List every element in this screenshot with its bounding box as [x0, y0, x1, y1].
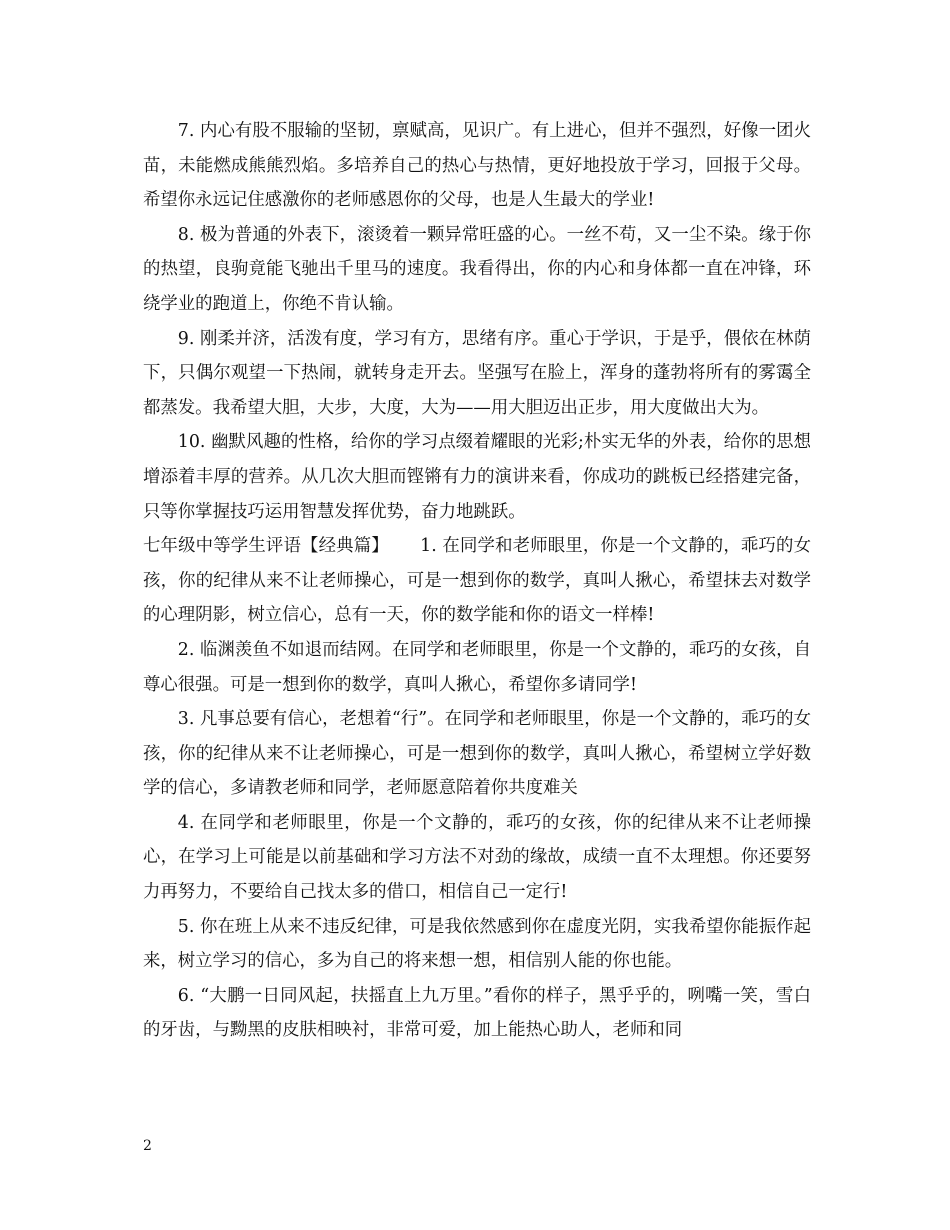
- section-title: 七年级中等学生评语【经典篇】: [143, 536, 389, 557]
- section-item-2: 2. 临渊羡鱼不如退而结网。在同学和老师眼里，你是一个文静的，乖巧的女孩，自尊心很强。可是一想到你的数学，真叫人揪心，希望你多请同学!: [143, 639, 811, 695]
- section-item-1: 1. 在同学和老师眼里，你是一个文静的，乖巧的女孩，你的纪律从来不让老师操心，可是一想到你的数学，真叫人揪心，希望抹去对数学的心理阴影，树立信心，总有一天，你的数学能和你的语文一样棒!: [143, 536, 811, 626]
- paragraph-7: 7. 内心有股不服输的坚韧，禀赋高，见识广。有上进心，但并不强烈，好像一团火苗，未能燃成熊熊烈焰。多培养自己的热心与热情，更好地投放于学习，回报于父母。希望你永远记住感激你的老师感恩你的父母，也是人生最大的学业!: [143, 121, 811, 211]
- document-body: [143, 114, 811, 1048]
- section-paragraph: [143, 529, 811, 633]
- page-number: 2: [143, 1138, 152, 1154]
- paragraph-8: 8. 极为普通的外表下，滚烫着一颗异常旺盛的心。一丝不苟，又一尘不染。缘于你的热望，良驹竟能飞驰出千里马的速度。我看得出，你的内心和身体都一直在冲锋，环绕学业的跑道上，你绝不肯认输。: [143, 224, 811, 314]
- paragraph-10: 10. 幽默风趣的性格，给你的学习点缀着耀眼的光彩;朴实无华的外表，给你的思想增添着丰厚的营养。从几次大胆而铿锵有力的演讲来看，你成功的跳板已经搭建完备，只等你掌握技巧运用智慧发挥优势，奋力地跳跃。: [143, 432, 811, 522]
- section-item-6: 6. “大鹏一日同风起，扶摇直上九万里。”看你的样子，黑乎乎的，咧嘴一笑，雪白的牙齿，与黝黑的皮肤相映衬，非常可爱，加上能热心助人，老师和同: [143, 985, 811, 1041]
- section-item-3: 3. 凡事总要有信心，老想着“行”。在同学和老师眼里，你是一个文静的，乖巧的女孩，你的纪律从来不让老师操心，可是一想到你的数学，真叫人揪心，希望树立学好数学的信心，多请教老师和同学，老师愿意陪着你共度难关: [143, 709, 811, 799]
- section-item-5: 5. 你在班上从来不违反纪律，可是我依然感到你在虚度光阴，实我希望你能振作起来，树立学习的信心，多为自己的将来想一想，相信别人能的你也能。: [143, 916, 811, 972]
- paragraph-9: 9. 刚柔并济，活泼有度，学习有方，思绪有序。重心于学识，于是乎，偎依在林荫下，只偶尔观望一下热闹，就转身走开去。坚强写在脸上，浑身的蓬勃将所有的雾霭全都蒸发。我希望大胆，大步，大度，大为——用大胆迈出正步，用大度做出大为。: [143, 328, 811, 418]
- section-item-4: 4. 在同学和老师眼里，你是一个文静的，乖巧的女孩，你的纪律从来不让老师操心，在学习上可能是以前基础和学习方法不对劲的缘故，成绩一直不太理想。你还要努力再努力，不要给自己找太多的借口，相信自己一定行!: [143, 812, 811, 903]
